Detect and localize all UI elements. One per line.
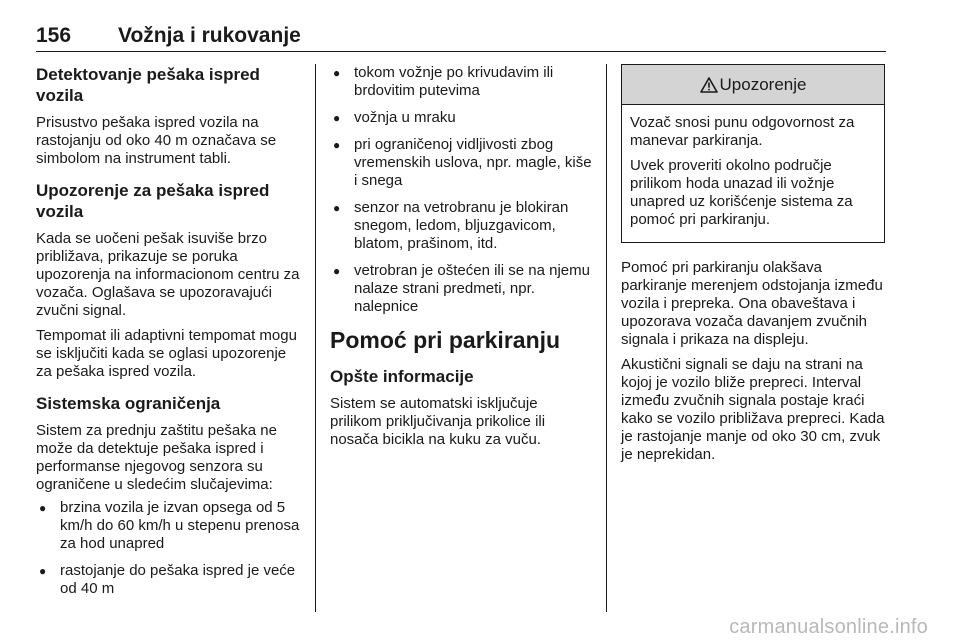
list-item: ● vetrobran je oštećen ili se na njemu nalaze strani predmeti, npr. nalepnice (330, 262, 592, 316)
warning-title: Upozorenje (719, 75, 807, 94)
paragraph: Pomoć pri parkiranju olakšava parkiranje merenjem odstojanja između vozila i prepreka. Ona obaveštava i upozorava vozača davanjem zvučnih signala i prikaza na displeju. (621, 259, 883, 348)
column-1 (36, 64, 300, 607)
heading-pedestrian-detection: Detektovanje pešaka ispred vozila (36, 65, 260, 105)
page-title: Vožnja i rukovanje (118, 24, 301, 47)
column-divider-2 (606, 64, 607, 612)
heading-pedestrian-warning: Upozorenje za pešaka ispred vozila (36, 181, 270, 221)
paragraph: Sistem za prednju zaštitu pešaka ne može da detektuje pešaka ispred i performanse njegovog senzora su ograničene u sledećim slučajevima: (36, 422, 277, 493)
paragraph: Kada se uočeni pešak isuviše brzo približava, prikazuje se poruka upozorenja na informacionom centru za vozača. Oglašava se upozoravajući zvučni signal. (36, 230, 300, 319)
warning-body (622, 105, 884, 242)
list-item: ● brzina vozila je izvan opsega od 5 km/h do 60 km/h u stepenu prenosa za hod unapred (36, 499, 300, 553)
paragraph: Akustični signali se daju na strani na kojoj je vozilo bliže prepreci. Interval između zvučnih signala postaje kraći kako se vozilo približava prepreci. Kada je rastojanje manje od oko 30 cm, zvuk je neprekidan. (621, 356, 885, 463)
list-item: ● tokom vožnje po krivudavim ili brdovitim putevima (330, 64, 592, 100)
watermark: carmanualsonline.info (729, 616, 928, 638)
subheading-general-info: Opšte informacije (330, 367, 474, 386)
warning-header (622, 65, 884, 105)
limitations-list (36, 499, 300, 598)
section-title: Pomoć pri parkiranju (330, 327, 561, 353)
paragraph: Sistem se automatski isključuje prilikom priključivanja prikolice ili nosača bicikla na kuku za vuču. (330, 395, 546, 448)
heading-system-limitations: Sistemska ograničenja (36, 394, 221, 413)
list-item: ● vožnja u mraku (330, 109, 592, 127)
warning-triangle-icon (700, 77, 718, 93)
column-divider-1 (315, 64, 316, 612)
limitations-list-continued (330, 64, 592, 316)
paragraph: Vozač snosi punu odgovornost za manevar parkiranja. (630, 114, 855, 149)
list-item: ● pri ograničenoj vidljivosti zbog vremenskih uslova, npr. magle, kiše i snega (330, 136, 592, 190)
column-3 (621, 64, 885, 471)
list-item: ● senzor na vetrobranu je blokiran snegom, ledom, bljuzgavicom, blatom, prašinom, itd. (330, 199, 592, 253)
paragraph: Prisustvo pešaka ispred vozila na rastojanju od oko 40 m označava se simbolom na instrument tabli. (36, 114, 277, 167)
paragraph: Uvek proveriti okolno područje prilikom hoda unazad ili vožnje unapred uz korišćenje sistema za pomoć pri parkiranju. (630, 157, 853, 228)
page-header (36, 24, 886, 52)
list-item: ● rastojanje do pešaka ispred je veće od 40 m (36, 562, 300, 598)
warning-box (621, 64, 885, 243)
page-number: 156 (36, 24, 72, 47)
paragraph: Tempomat ili adaptivni tempomat mogu se isključiti kada se oglasi upozorenje za pešaka ispred vozila. (36, 327, 297, 380)
column-2 (330, 64, 592, 456)
